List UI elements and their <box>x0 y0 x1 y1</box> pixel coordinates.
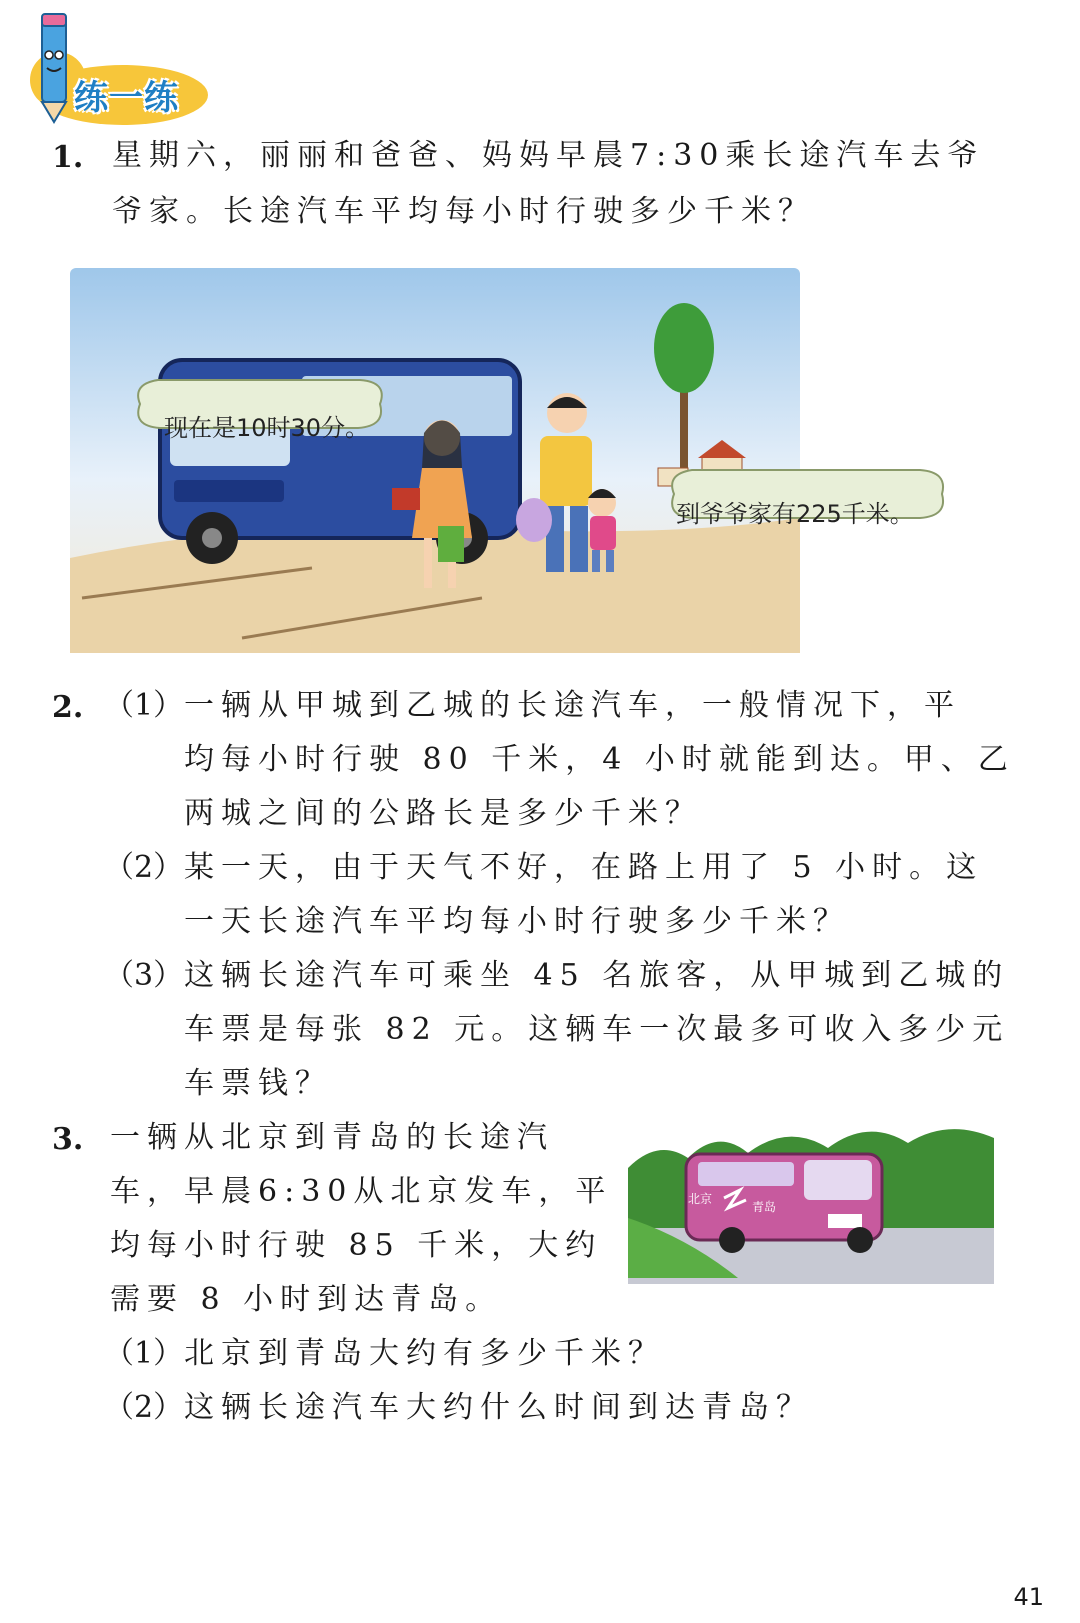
question-3-number: 3. <box>52 1122 84 1157</box>
question-2-part-2-line-2: 一天长途汽车平均每小时行驶多少千米？ <box>184 904 850 939</box>
question-1-number: 1. <box>52 140 84 175</box>
question-2-part-2-label: （2） <box>104 850 184 885</box>
question-2-part-1-line-2: 均每小时行驶 80 千米，4 小时就能到达。甲、乙 <box>184 742 1015 777</box>
question-2-number: 2. <box>52 690 84 725</box>
pink-bus-illustration <box>628 1118 994 1284</box>
question-3-sub-1-label: （1） <box>104 1336 184 1371</box>
speech-bubble-time-text: 现在是10时30分。 <box>164 414 370 442</box>
question-3-line-1: 一辆从北京到青岛的长途汽 <box>110 1120 554 1155</box>
section-title: 练一练 <box>74 78 179 118</box>
bus-sign-origin: 北京 <box>688 1192 713 1206</box>
question-3-line-4: 需要 8 小时到达青岛。 <box>110 1282 503 1317</box>
question-2-part-2-line-1: 某一天，由于天气不好，在路上用了 5 小时。这 <box>184 850 984 885</box>
question-2-part-3-line-3: 车票钱？ <box>184 1066 332 1101</box>
pink-bus-icon <box>686 1154 882 1253</box>
question-3-sub-1: 北京到青岛大约有多少千米？ <box>184 1336 665 1371</box>
pencil-mascot-icon <box>42 14 66 122</box>
bus-stop-illustration <box>62 268 962 668</box>
question-3-line-2: 车，早晨6:30从北京发车，平 <box>110 1174 613 1209</box>
question-3-sub-2-label: （2） <box>104 1390 184 1425</box>
question-3-line-3: 均每小时行驶 85 千米，大约 <box>110 1228 603 1263</box>
question-2-part-3-line-2: 车票是每张 82 元。这辆车一次最多可收入多少元 <box>184 1012 1010 1047</box>
question-2-part-3-label: （3） <box>104 958 184 993</box>
question-1-line-1: 星期六，丽丽和爸爸、妈妈早晨7:30乘长途汽车去爷 <box>112 138 985 173</box>
question-2-part-1-line-1: 一辆从甲城到乙城的长途汽车，一般情况下，平 <box>184 688 961 723</box>
speech-bubble-distance-text: 到爷爷家有225千米。 <box>676 500 914 528</box>
question-2-part-3-line-1: 这辆长途汽车可乘坐 45 名旅客，从甲城到乙城的 <box>184 958 1010 993</box>
question-2-part-1-line-3: 两城之间的公路长是多少千米？ <box>184 796 702 831</box>
question-1-line-2: 爷家。长途汽车平均每小时行驶多少千米？ <box>112 194 815 229</box>
bus-sign-destination: 青岛 <box>752 1200 777 1214</box>
question-2-part-1-label: （1） <box>104 688 184 723</box>
page-number: 41 <box>1013 1583 1044 1611</box>
question-3-sub-2: 这辆长途汽车大约什么时间到达青岛？ <box>184 1390 813 1425</box>
